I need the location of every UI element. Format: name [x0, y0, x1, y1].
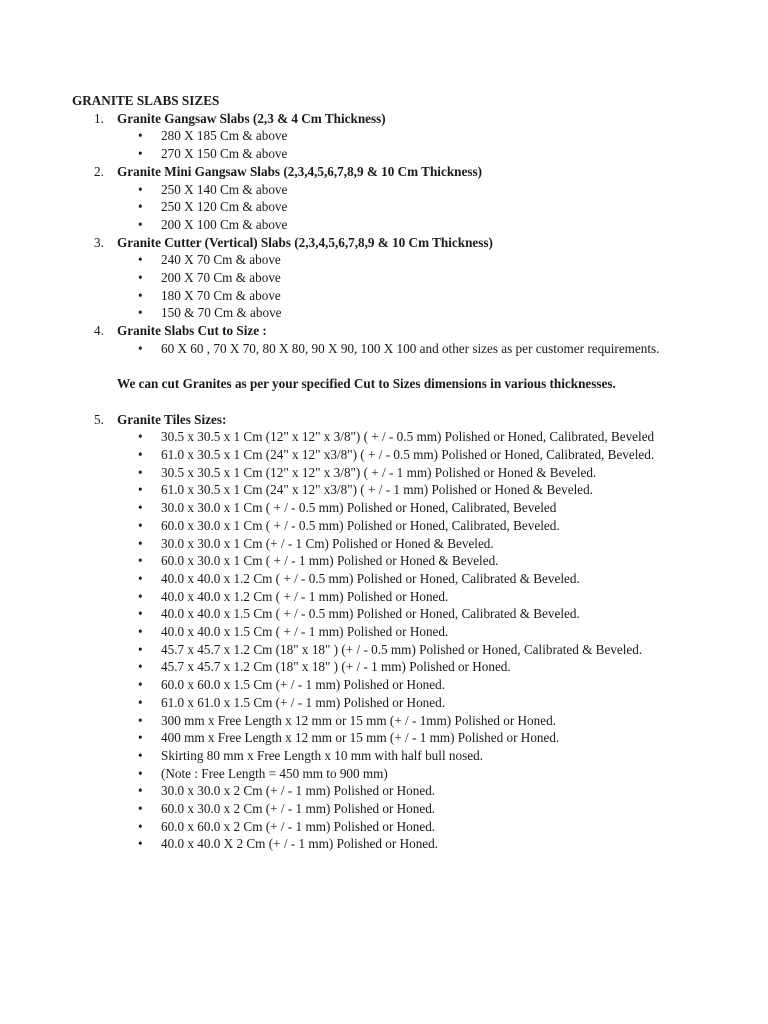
bullet-icon: •: [138, 783, 143, 799]
section-number: 2.: [94, 163, 104, 179]
list-item-text: 30.0 x 30.0 x 1 Cm ( + / - 0.5 mm) Polished or Honed, Calibrated, Beveled: [161, 500, 557, 516]
list-item: [72, 428, 712, 446]
list-item: [72, 216, 712, 234]
bullet-icon: •: [138, 305, 143, 321]
bullet-icon: •: [138, 181, 143, 197]
list-item: [72, 676, 712, 694]
bullet-icon: •: [138, 340, 143, 356]
list-item: [72, 623, 712, 641]
size-list: [72, 340, 712, 358]
bullet-icon: •: [138, 570, 143, 586]
list-item-text: (Note : Free Length = 450 mm to 900 mm): [161, 765, 388, 781]
bullet-icon: •: [138, 252, 143, 268]
bullet-icon: •: [138, 429, 143, 445]
list-item: [72, 251, 712, 269]
list-item-text: 61.0 x 61.0 x 1.5 Cm (+ / - 1 mm) Polished or Honed.: [161, 694, 445, 710]
bullet-icon: •: [138, 588, 143, 604]
list-item-text: 270 X 150 Cm & above: [161, 146, 288, 162]
bullet-icon: •: [138, 517, 143, 533]
section-title: Granite Slabs Cut to Size :: [117, 323, 267, 339]
list-item: [72, 782, 712, 800]
list-item-text: 40.0 x 40.0 x 1.5 Cm ( + / - 1 mm) Polished or Honed.: [161, 624, 449, 640]
list-item: [72, 517, 712, 535]
section-heading: [72, 234, 712, 252]
list-item: [72, 127, 712, 145]
bullet-icon: •: [138, 606, 143, 622]
list-item-text: 60.0 x 60.0 x 2 Cm (+ / - 1 mm) Polished or Honed.: [161, 818, 436, 834]
section-number: 3.: [94, 234, 104, 250]
list-item: [72, 481, 712, 499]
section-cutter-slabs: [72, 234, 712, 323]
bullet-icon: •: [138, 535, 143, 551]
bullet-icon: •: [138, 677, 143, 693]
list-item: [72, 269, 712, 287]
list-item: [72, 181, 712, 199]
section-number: 1.: [94, 110, 104, 126]
bullet-icon: •: [138, 694, 143, 710]
list-item-text: 240 X 70 Cm & above: [161, 252, 281, 268]
list-item-text: 300 mm x Free Length x 12 mm or 15 mm (+ / - 1mm) Polished or Honed.: [161, 712, 556, 728]
size-list: [72, 251, 712, 322]
list-item-text: 40.0 x 40.0 X 2 Cm (+ / - 1 mm) Polished or Honed.: [161, 836, 439, 852]
list-item: [72, 712, 712, 730]
section-cut-to-size: [72, 322, 712, 357]
section-title: Granite Mini Gangsaw Slabs (2,3,4,5,6,7,8,9 & 10 Cm Thickness): [117, 163, 483, 179]
bullet-icon: •: [138, 216, 143, 232]
section-mini-gangsaw-slabs: [72, 163, 712, 234]
list-item-text: 30.5 x 30.5 x 1 Cm (12" x 12" x 3/8") ( + / - 1 mm) Polished or Honed & Beveled.: [161, 464, 597, 480]
list-item: [72, 535, 712, 553]
list-item: [72, 464, 712, 482]
list-item-text: 40.0 x 40.0 x 1.2 Cm ( + / - 1 mm) Polished or Honed.: [161, 588, 449, 604]
list-item-text: 280 X 185 Cm & above: [161, 128, 288, 144]
bullet-icon: •: [138, 730, 143, 746]
list-item-text: 60.0 x 30.0 x 2 Cm (+ / - 1 mm) Polished or Honed.: [161, 801, 436, 817]
list-item: [72, 304, 712, 322]
bullet-icon: •: [138, 818, 143, 834]
size-list: [72, 428, 712, 853]
section-heading: [72, 163, 712, 181]
list-item: [72, 499, 712, 517]
section-title: Granite Cutter (Vertical) Slabs (2,3,4,5,6,7,8,9 & 10 Cm Thickness): [117, 234, 493, 250]
bullet-icon: •: [138, 287, 143, 303]
list-item-text: 200 X 100 Cm & above: [161, 216, 288, 232]
list-item-text: 400 mm x Free Length x 12 mm or 15 mm (+ / - 1 mm) Polished or Honed.: [161, 730, 560, 746]
list-item: [72, 340, 712, 358]
list-item-text: 60.0 x 30.0 x 1 Cm ( + / - 0.5 mm) Polished or Honed, Calibrated, Beveled.: [161, 517, 560, 533]
list-item: [72, 287, 712, 305]
bullet-icon: •: [138, 641, 143, 657]
bullet-icon: •: [138, 270, 143, 286]
list-item: [72, 198, 712, 216]
section-tiles-sizes: [72, 411, 712, 854]
bullet-icon: •: [138, 146, 143, 162]
list-item: [72, 570, 712, 588]
section-title: Granite Tiles Sizes:: [117, 411, 227, 427]
bullet-icon: •: [138, 836, 143, 852]
list-item: [72, 694, 712, 712]
list-item-text: 60.0 x 60.0 x 1.5 Cm (+ / - 1 mm) Polished or Honed.: [161, 677, 445, 693]
bullet-icon: •: [138, 553, 143, 569]
bullet-icon: •: [138, 712, 143, 728]
size-list: [72, 181, 712, 234]
bullet-icon: •: [138, 765, 143, 781]
bullet-icon: •: [138, 482, 143, 498]
list-item-text: 61.0 x 30.5 x 1 Cm (24" x 12" x3/8") ( + / - 1 mm) Polished or Honed & Beveled.: [161, 482, 593, 498]
list-item: [72, 446, 712, 464]
section-heading: [72, 411, 712, 429]
list-item: [72, 641, 712, 659]
section-number: 4.: [94, 323, 104, 339]
list-item-text: 45.7 x 45.7 x 1.2 Cm (18" x 18" ) (+ / - 0.5 mm) Polished or Honed, Calibrated & Beveled.: [161, 641, 643, 657]
list-item-text: 40.0 x 40.0 x 1.2 Cm ( + / - 0.5 mm) Polished or Honed, Calibrated & Beveled.: [161, 570, 580, 586]
list-item-text: 30.0 x 30.0 x 1 Cm (+ / - 1 Cm) Polished or Honed & Beveled.: [161, 535, 494, 551]
bullet-icon: •: [138, 199, 143, 215]
bullet-icon: •: [138, 500, 143, 516]
list-item: [72, 835, 712, 853]
list-item: [72, 747, 712, 765]
section-heading: [72, 322, 712, 340]
bullet-icon: •: [138, 747, 143, 763]
list-item: [72, 145, 712, 163]
bullet-icon: •: [138, 447, 143, 462]
list-item-text: 180 X 70 Cm & above: [161, 287, 281, 303]
document-body: [72, 92, 712, 853]
list-item-text: 40.0 x 40.0 x 1.5 Cm ( + / - 0.5 mm) Polished or Honed, Calibrated & Beveled.: [161, 606, 580, 622]
list-item-text: 200 X 70 Cm & above: [161, 270, 281, 286]
section-title: Granite Gangsaw Slabs (2,3 & 4 Cm Thickness): [117, 110, 386, 126]
list-item-text: 60 X 60 , 70 X 70, 80 X 80, 90 X 90, 100 X 100 and other sizes as per customer requirements.: [161, 340, 660, 356]
list-item-text: 150 & 70 Cm & above: [161, 305, 282, 321]
list-item-text: Skirting 80 mm x Free Length x 10 mm with half bull nosed.: [161, 747, 483, 763]
list-item: [72, 765, 712, 783]
section-number: 5.: [94, 411, 104, 427]
list-item-text: 60.0 x 30.0 x 1 Cm ( + / - 1 mm) Polished or Honed & Beveled.: [161, 553, 499, 569]
list-item: [72, 818, 712, 836]
bullet-icon: •: [138, 624, 143, 640]
bullet-icon: •: [138, 801, 143, 817]
bullet-icon: •: [138, 659, 143, 675]
size-list: [72, 127, 712, 162]
list-item: [72, 605, 712, 623]
bullet-icon: •: [138, 464, 143, 480]
list-item-text: 61.0 x 30.5 x 1 Cm (24" x 12" x3/8") ( + / - 0.5 mm) Polished or Honed, Calibrated, Beveled.: [161, 447, 655, 462]
list-item: [72, 800, 712, 818]
cut-to-size-note: We can cut Granites as per your specified Cut to Sizes dimensions in various thicknesses.: [117, 376, 616, 392]
list-item-text: 30.0 x 30.0 x 2 Cm (+ / - 1 mm) Polished or Honed.: [161, 783, 436, 799]
list-item-text: 45.7 x 45.7 x 1.2 Cm (18" x 18" ) (+ / - 1 mm) Polished or Honed.: [161, 659, 511, 675]
list-item: [72, 588, 712, 606]
document-title: GRANITE SLABS SIZES: [72, 93, 220, 108]
list-item: [72, 552, 712, 570]
list-item-text: 30.5 x 30.5 x 1 Cm (12" x 12" x 3/8") ( + / - 0.5 mm) Polished or Honed, Calibrated, Beveled: [161, 429, 655, 445]
list-item: [72, 729, 712, 747]
list-item-text: 250 X 140 Cm & above: [161, 181, 288, 197]
section-gangsaw-slabs: [72, 110, 712, 163]
section-heading: [72, 110, 712, 128]
list-item-text: 250 X 120 Cm & above: [161, 199, 288, 215]
list-item: [72, 658, 712, 676]
bullet-icon: •: [138, 128, 143, 144]
